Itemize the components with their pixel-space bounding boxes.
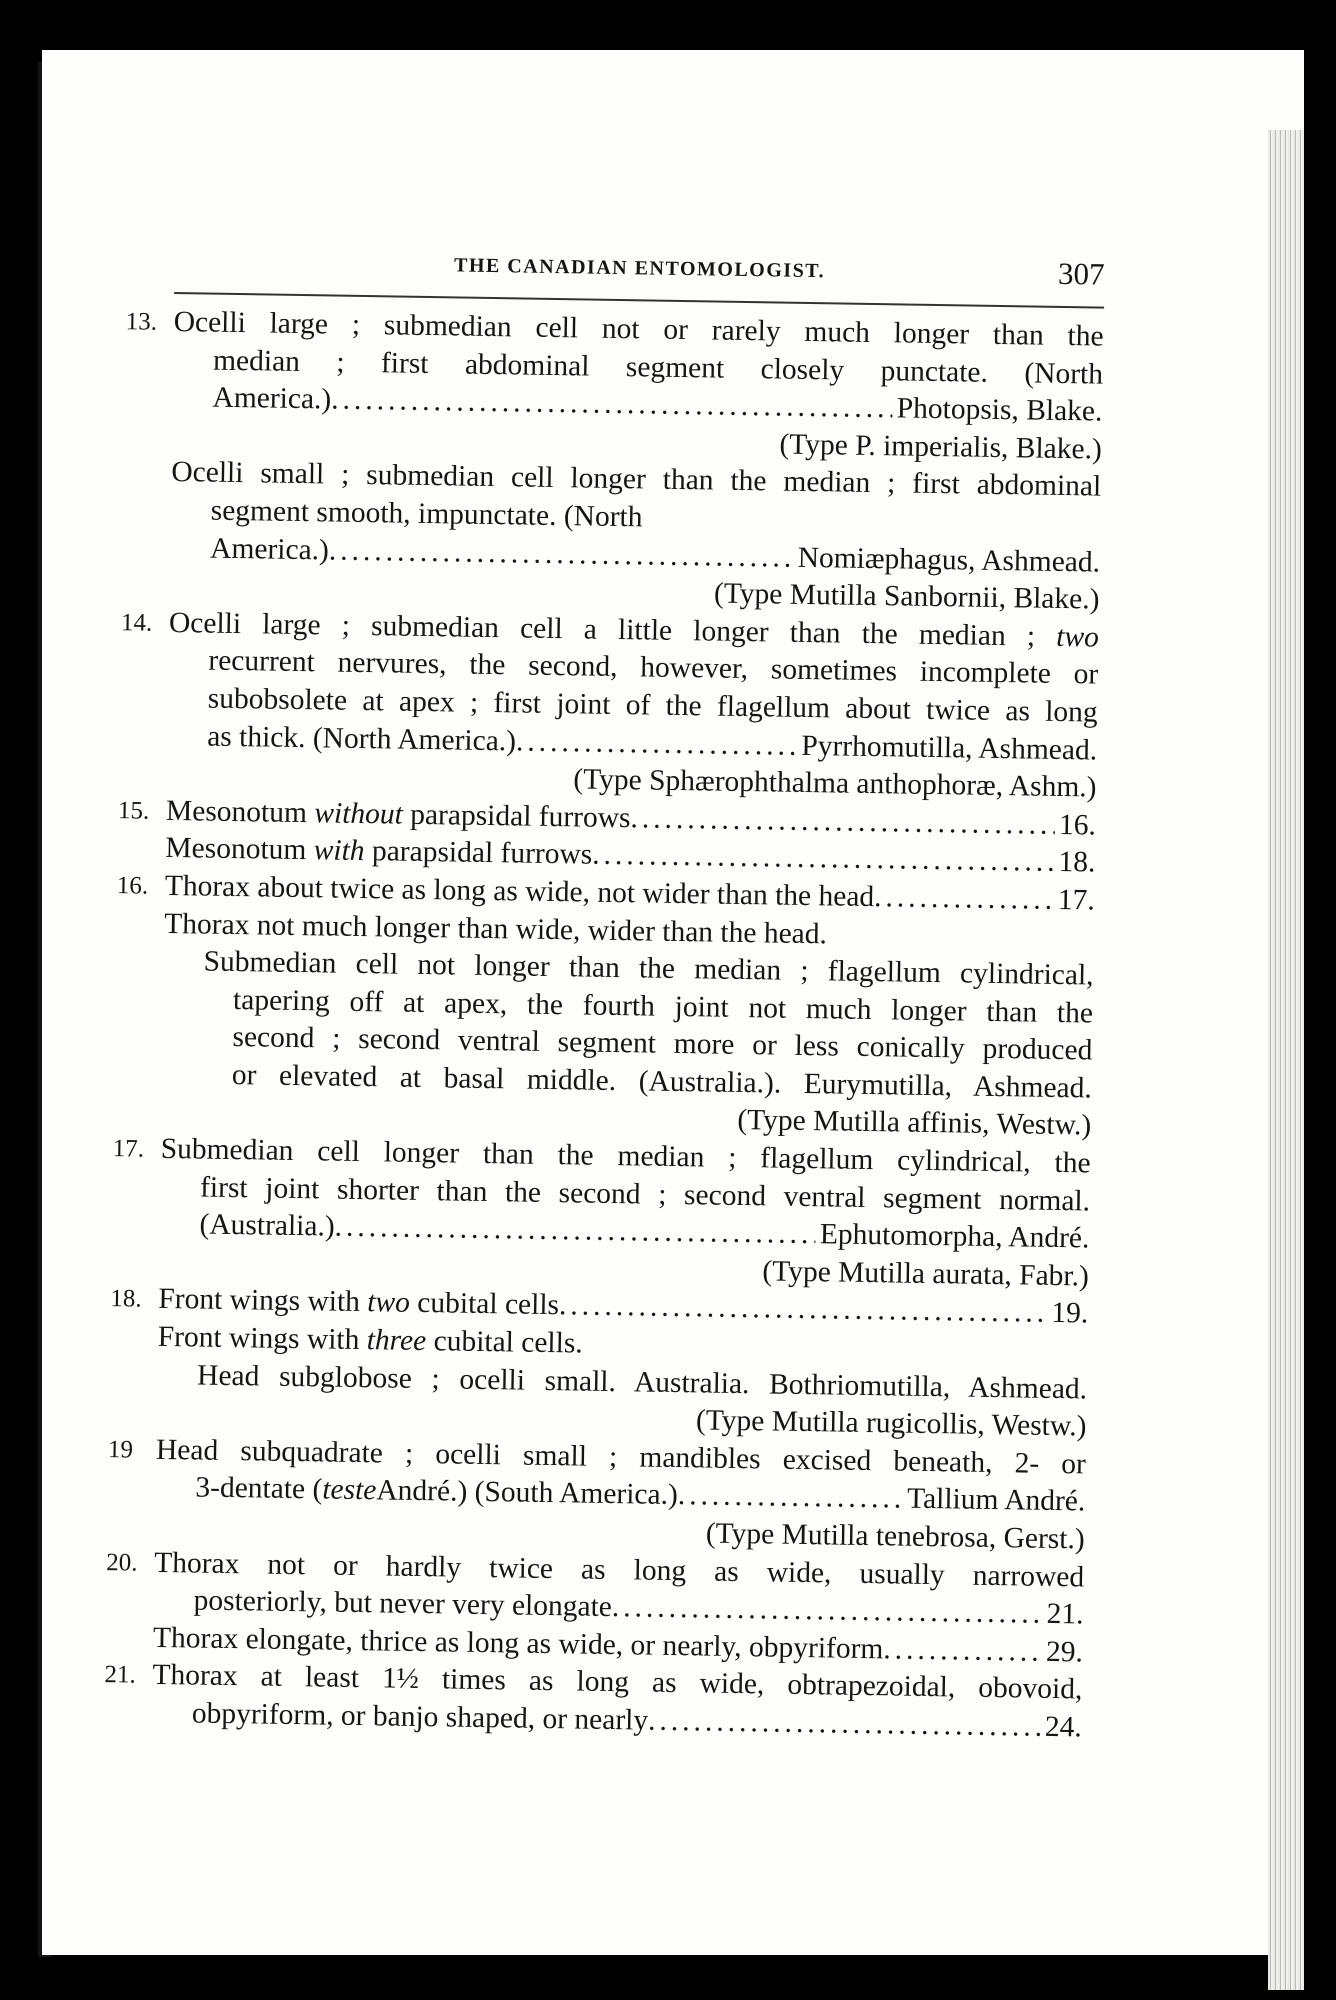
leader-target: 29. xyxy=(1045,1635,1084,1669)
key-entry xyxy=(104,1657,1083,1747)
key-entry xyxy=(116,868,1095,1146)
italic-term: two xyxy=(1056,620,1100,654)
line-body: Thorax about twice as long as wide, not wider than the head xyxy=(164,869,875,913)
key-entry xyxy=(117,793,1097,883)
running-title: THE CANADIAN ENTOMOLOGIST. xyxy=(453,254,826,283)
couplet-number: 17. xyxy=(112,1135,145,1163)
leader-target: Ephutomorpha, André. xyxy=(819,1218,1090,1255)
line-body: cubital cells. xyxy=(433,1325,583,1360)
line-body: (Type Sphærophthalma anthophoræ, Ashm.) xyxy=(573,763,1097,804)
line-body: segment smooth, impunctate. (North xyxy=(210,494,643,534)
couplet-number: 13. xyxy=(125,308,158,336)
line-body: Submedian cell longer than the median ; flagellum cylindrical, the xyxy=(160,1132,1091,1180)
line-body: posteriorly, but never very elongate xyxy=(193,1584,613,1624)
line-body: (Type Mutilla tenebrosa, Gerst.) xyxy=(705,1517,1085,1556)
leader-target: 24. xyxy=(1044,1710,1083,1744)
line-text xyxy=(212,380,331,419)
leader-target: Nomiæphagus, Ashmead. xyxy=(797,541,1101,579)
leader-target: 19. xyxy=(1051,1297,1089,1330)
key-entry xyxy=(110,1281,1089,1446)
line-text xyxy=(696,1405,1087,1443)
key-entry xyxy=(125,304,1104,469)
line-body: subobsolete at apex ; first joint of the flagellum about twice as long xyxy=(207,682,1098,729)
key-entry xyxy=(120,605,1100,808)
line-prefix: Mesonotum xyxy=(165,832,307,867)
page-number: 307 xyxy=(1057,255,1105,292)
dot-leader xyxy=(516,723,798,765)
couplet-number: 16. xyxy=(116,872,149,900)
line-body: Thorax not much longer than wide, wider than the head. xyxy=(164,907,828,950)
italic-term: three xyxy=(366,1324,427,1358)
line-body: (Type Mutilla rugicollis, Westw.) xyxy=(695,1404,1087,1443)
line-body: recurrent nervures, the second, however, sometimes incomplete or xyxy=(208,644,1099,691)
leader-target: 18. xyxy=(1058,846,1096,879)
line-body: tapering off at apex, the fourth joint not much longer than the xyxy=(232,983,1094,1030)
line-text xyxy=(199,1207,335,1247)
line-text xyxy=(706,1518,1085,1556)
couplet-number: 18. xyxy=(110,1285,142,1314)
line-body: cubital cells xyxy=(417,1287,560,1322)
line-text xyxy=(193,1583,612,1627)
italic-term: two xyxy=(367,1286,411,1320)
line-body: parapsidal furrows xyxy=(409,798,631,834)
line-body: America.) xyxy=(209,532,330,567)
key-entry xyxy=(112,1131,1091,1296)
dot-leader xyxy=(883,1631,1042,1671)
line-prefix: Front wings with xyxy=(158,1283,361,1319)
line-body: Ocelli large ; submedian cell not or rarely much longer than the xyxy=(173,305,1104,353)
page-content xyxy=(104,240,1105,1747)
line-text xyxy=(207,718,516,760)
line-text xyxy=(192,1695,649,1740)
line-body: Ocelli small ; submedian cell longer than the median ; first abdominal xyxy=(171,456,1102,503)
line-prefix: 3-dentate ( xyxy=(195,1471,323,1506)
line-text xyxy=(158,1281,559,1325)
couplet-number: 15. xyxy=(117,796,150,825)
line-body: parapsidal furrows xyxy=(371,835,593,871)
dot-leader xyxy=(874,879,1054,919)
line-body: median ; first abdominal segment closely punctate. (North xyxy=(212,344,1104,391)
line-text xyxy=(164,907,827,949)
italic-term: with xyxy=(313,834,365,868)
line-body: (Type Mutilla aurata, Fabr.) xyxy=(762,1255,1090,1293)
key-entry xyxy=(106,1544,1085,1671)
identification-key xyxy=(104,304,1104,1747)
line-body: (Australia.) xyxy=(199,1208,335,1243)
line-text xyxy=(210,530,329,569)
line-body: or elevated at basal middle. (Australia.). Eurymutilla, Ashmead. xyxy=(231,1058,1093,1105)
leader-target: Tallium André. xyxy=(906,1483,1086,1518)
line-body: Thorax elongate, thrice as long as wide, or nearly, obpyriform xyxy=(152,1621,884,1666)
line-body: as thick. (North America.) xyxy=(206,720,517,757)
couplet-number: 21. xyxy=(104,1661,136,1689)
leader-target: 21. xyxy=(1046,1598,1084,1631)
line-body: America.) xyxy=(212,381,332,416)
page-edges xyxy=(1268,130,1304,1990)
line-body: André.) (South America.) xyxy=(376,1474,679,1512)
line-body: Submedian cell not longer than the median ; flagellum cylindrical, xyxy=(203,945,1094,992)
line-text xyxy=(737,1104,1091,1142)
key-entry xyxy=(169,454,1101,619)
line-body: obpyriform, or banjo shaped, or nearly xyxy=(191,1697,649,1737)
line-body: first joint shorter than the second ; second ventral segment normal. xyxy=(199,1171,1091,1218)
line-body: Thorax at least 1½ times as long as wide, obtrapezoidal, obovoid, xyxy=(152,1659,1083,1706)
line-prefix: Front wings with xyxy=(157,1320,360,1357)
couplet-number: 14. xyxy=(120,608,153,637)
couplet-number: 20. xyxy=(106,1548,138,1577)
line-text xyxy=(158,1321,583,1360)
leader-target: 17. xyxy=(1057,883,1095,917)
dot-leader xyxy=(678,1477,904,1518)
line-body: (Type Mutilla Sanbornii, Blake.) xyxy=(713,577,1100,616)
leader-target: Photopsis, Blake. xyxy=(896,392,1103,428)
italic-term: teste xyxy=(322,1473,377,1507)
leader-target: Pyrrhomutilla, Ashmead. xyxy=(801,729,1098,767)
line-text xyxy=(211,495,643,534)
key-entry xyxy=(107,1432,1087,1559)
italic-term: without xyxy=(314,796,404,831)
line-body: Thorax not or hardly twice as long as wide, usually narrowed xyxy=(153,1546,1085,1594)
leader-target: 16. xyxy=(1058,808,1097,842)
line-body: Ocelli large ; submedian cell a little longer than the median ; xyxy=(168,606,1036,653)
line-body: (Type Mutilla affinis, Westw.) xyxy=(737,1104,1092,1142)
line-text xyxy=(714,578,1100,616)
line-body: (Type P. imperialis, Blake.) xyxy=(779,428,1103,466)
line-text xyxy=(779,428,1102,465)
line-prefix: Mesonotum xyxy=(165,794,308,829)
line-body: Head subglobose ; ocelli small. Australia. Bothriomutilla, Ashmead. xyxy=(196,1359,1088,1406)
line-body: Head subquadrate ; ocelli small ; mandibles excised beneath, 2- or xyxy=(155,1433,1087,1481)
dot-leader xyxy=(648,1703,1041,1747)
line-text xyxy=(573,763,1097,803)
couplet-number: 19 xyxy=(107,1435,134,1464)
line-body: second ; second ventral segment more or less conically produced xyxy=(232,1021,1093,1067)
line-text xyxy=(762,1255,1089,1292)
